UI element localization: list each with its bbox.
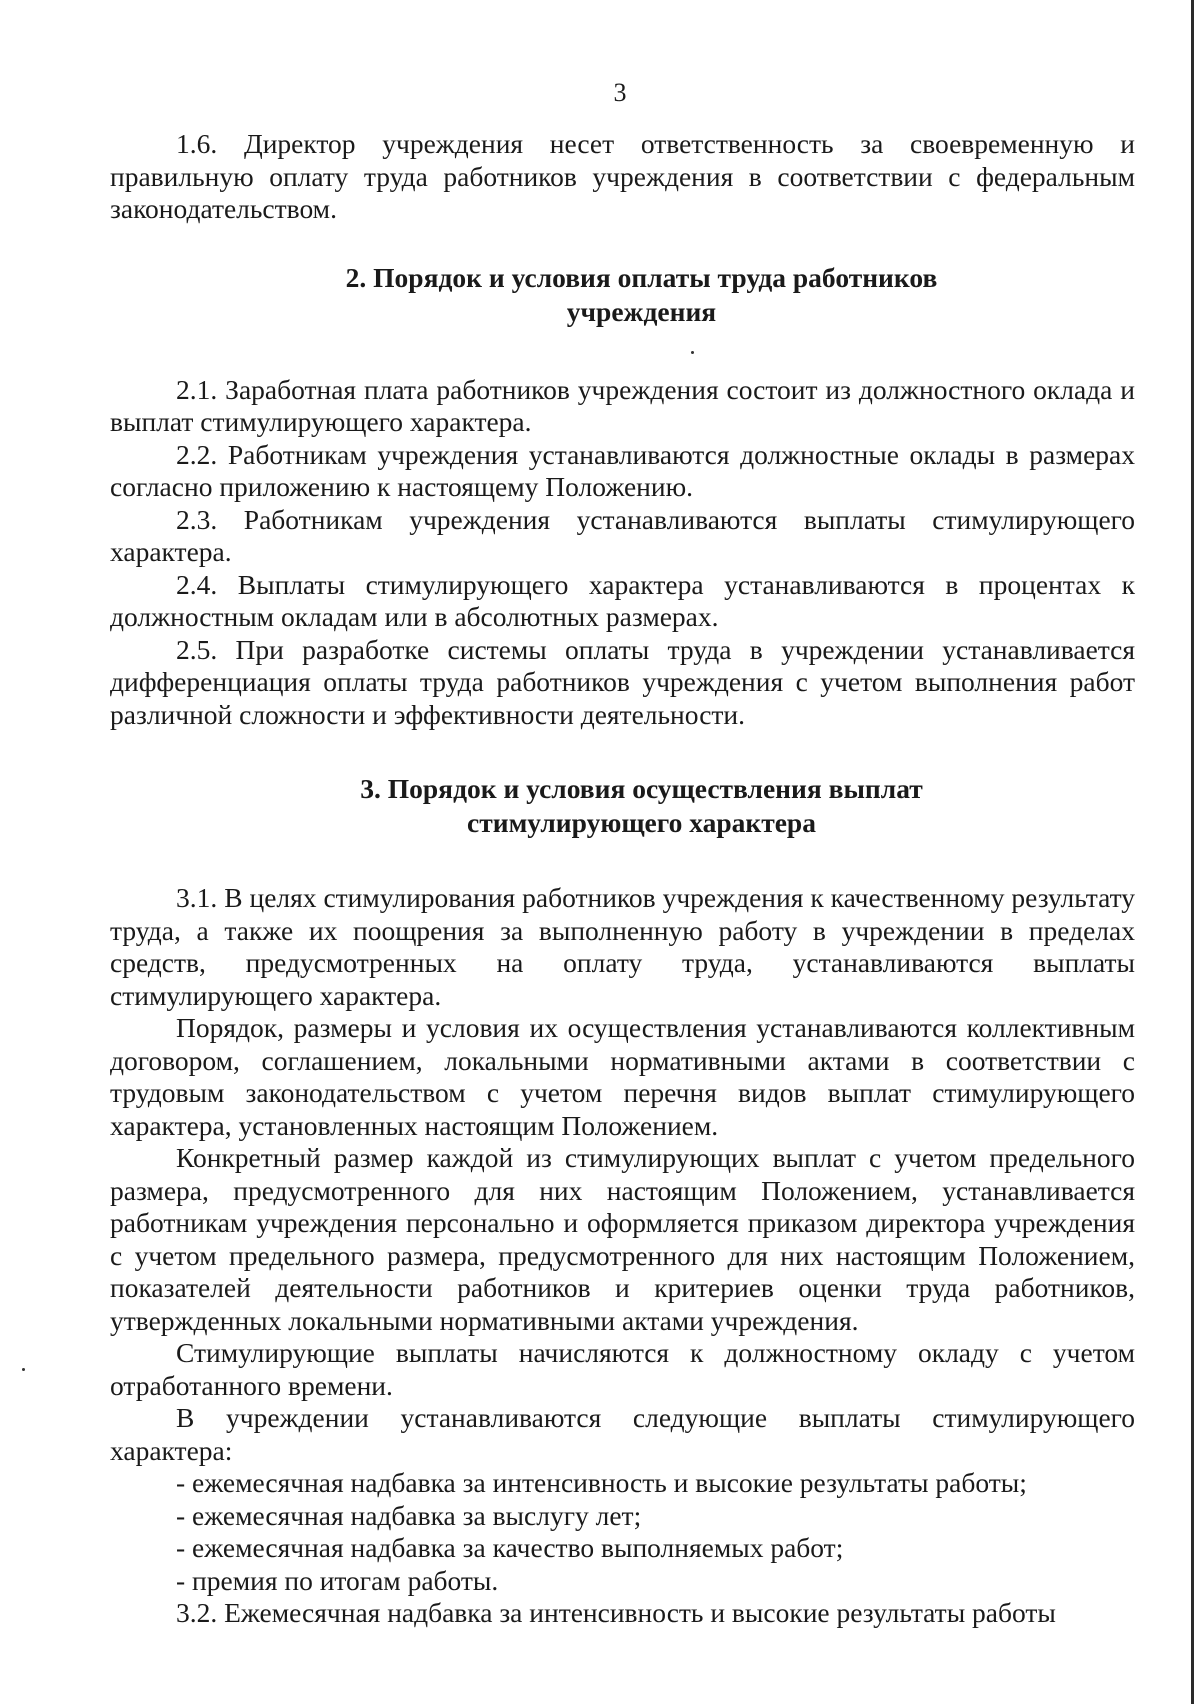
paragraph-3-1: 3.1. В целях стимулирования работников учреждения к качественному результату труда, а также их поощрения за выполненную работу в учреждении в пределах средств, предусмотренных на оплату труда, устанавливаются выплаты стимулирующего характера. — [110, 882, 1135, 1011]
section-3-heading-line1: 3. Порядок и условия осуществления выплат — [360, 773, 923, 804]
paragraph-3-2: 3.2. Ежемесячная надбавка за интенсивность и высокие результаты работы — [176, 1597, 1056, 1628]
page-number: 3 — [613, 78, 627, 107]
paragraph-2-5: 2.5. При разработке системы оплаты труда в учреждении устанавливается дифференциация оплаты труда работников учреждения с учетом выполнения работ различной сложности и эффективности деятельности. — [110, 633, 1135, 730]
section-2-heading — [110, 261, 1135, 329]
paragraph-2-4: 2.4. Выплаты стимулирующего характера устанавливаются в процентах к должностным окладам или в абсолютных размерах. — [110, 568, 1135, 632]
paragraph-2-3: 2.3. Работникам учреждения устанавливаются выплаты стимулирующего характера. — [110, 503, 1135, 567]
paragraph-accrual: Стимулирующие выплаты начисляются к должностному окладу с учетом отработанного времени. — [110, 1337, 1135, 1401]
list-item: - ежемесячная надбавка за выслугу лет; — [176, 1499, 642, 1531]
section-3-heading-line2: стимулирующего характера — [467, 807, 816, 838]
list-item: - ежемесячная надбавка за интенсивность и высокие результаты работы; — [176, 1467, 1027, 1498]
paragraph-2-1: 2.1. Заработная плата работников учреждения состоит из должностного оклада и выплат стимулирующего характера. — [110, 373, 1135, 437]
paragraph-specific-amount: Конкретный размер каждой из стимулирующих выплат с учетом предельного размера, предусмотренного для них настоящим Положением, устанавливается работникам учреждения персонально и оформляется приказом директора учреждения с учетом предельного размера, предусмотренного для них настоящим Положением, показателей деятельности работников и критериев оценки труда работников, утвержденных локальными нормативными актами учреждения. — [110, 1142, 1135, 1336]
section-3-heading — [110, 772, 1135, 840]
scan-speck — [691, 351, 694, 354]
list-item: - премия по итогам работы. — [176, 1564, 499, 1596]
paragraph-1-6: 1.6. Директор учреждения несет ответственность за своевременную и правильную оплату труда работников учреждения в соответствии с федеральным законодательством. — [110, 128, 1135, 224]
payments-list — [110, 1467, 1135, 1597]
scan-speck — [22, 1368, 25, 1371]
document-body — [110, 128, 1135, 1630]
list-item: - ежемесячная надбавка за качество выполняемых работ; — [176, 1532, 844, 1563]
section-2-heading-line2: учреждения — [566, 295, 717, 327]
paragraph-order: Порядок, размеры и условия их осуществления устанавливаются коллективным договором, соглашением, локальными нормативными актами в соответствии с трудовым законодательством с учетом перечня видов выплат стимулирующего характера, установленных настоящим Положением. — [110, 1012, 1135, 1141]
scan-edge-line — [1191, 0, 1194, 1704]
paragraph-2-2: 2.2. Работникам учреждения устанавливаются должностные оклады в размерах согласно приложению к настоящему Положению. — [110, 438, 1135, 502]
paragraph-list-intro: В учреждении устанавливаются следующие выплаты стимулирующего характера: — [110, 1402, 1135, 1466]
section-2-heading-line1: 2. Порядок и условия оплаты труда работников — [345, 261, 938, 293]
